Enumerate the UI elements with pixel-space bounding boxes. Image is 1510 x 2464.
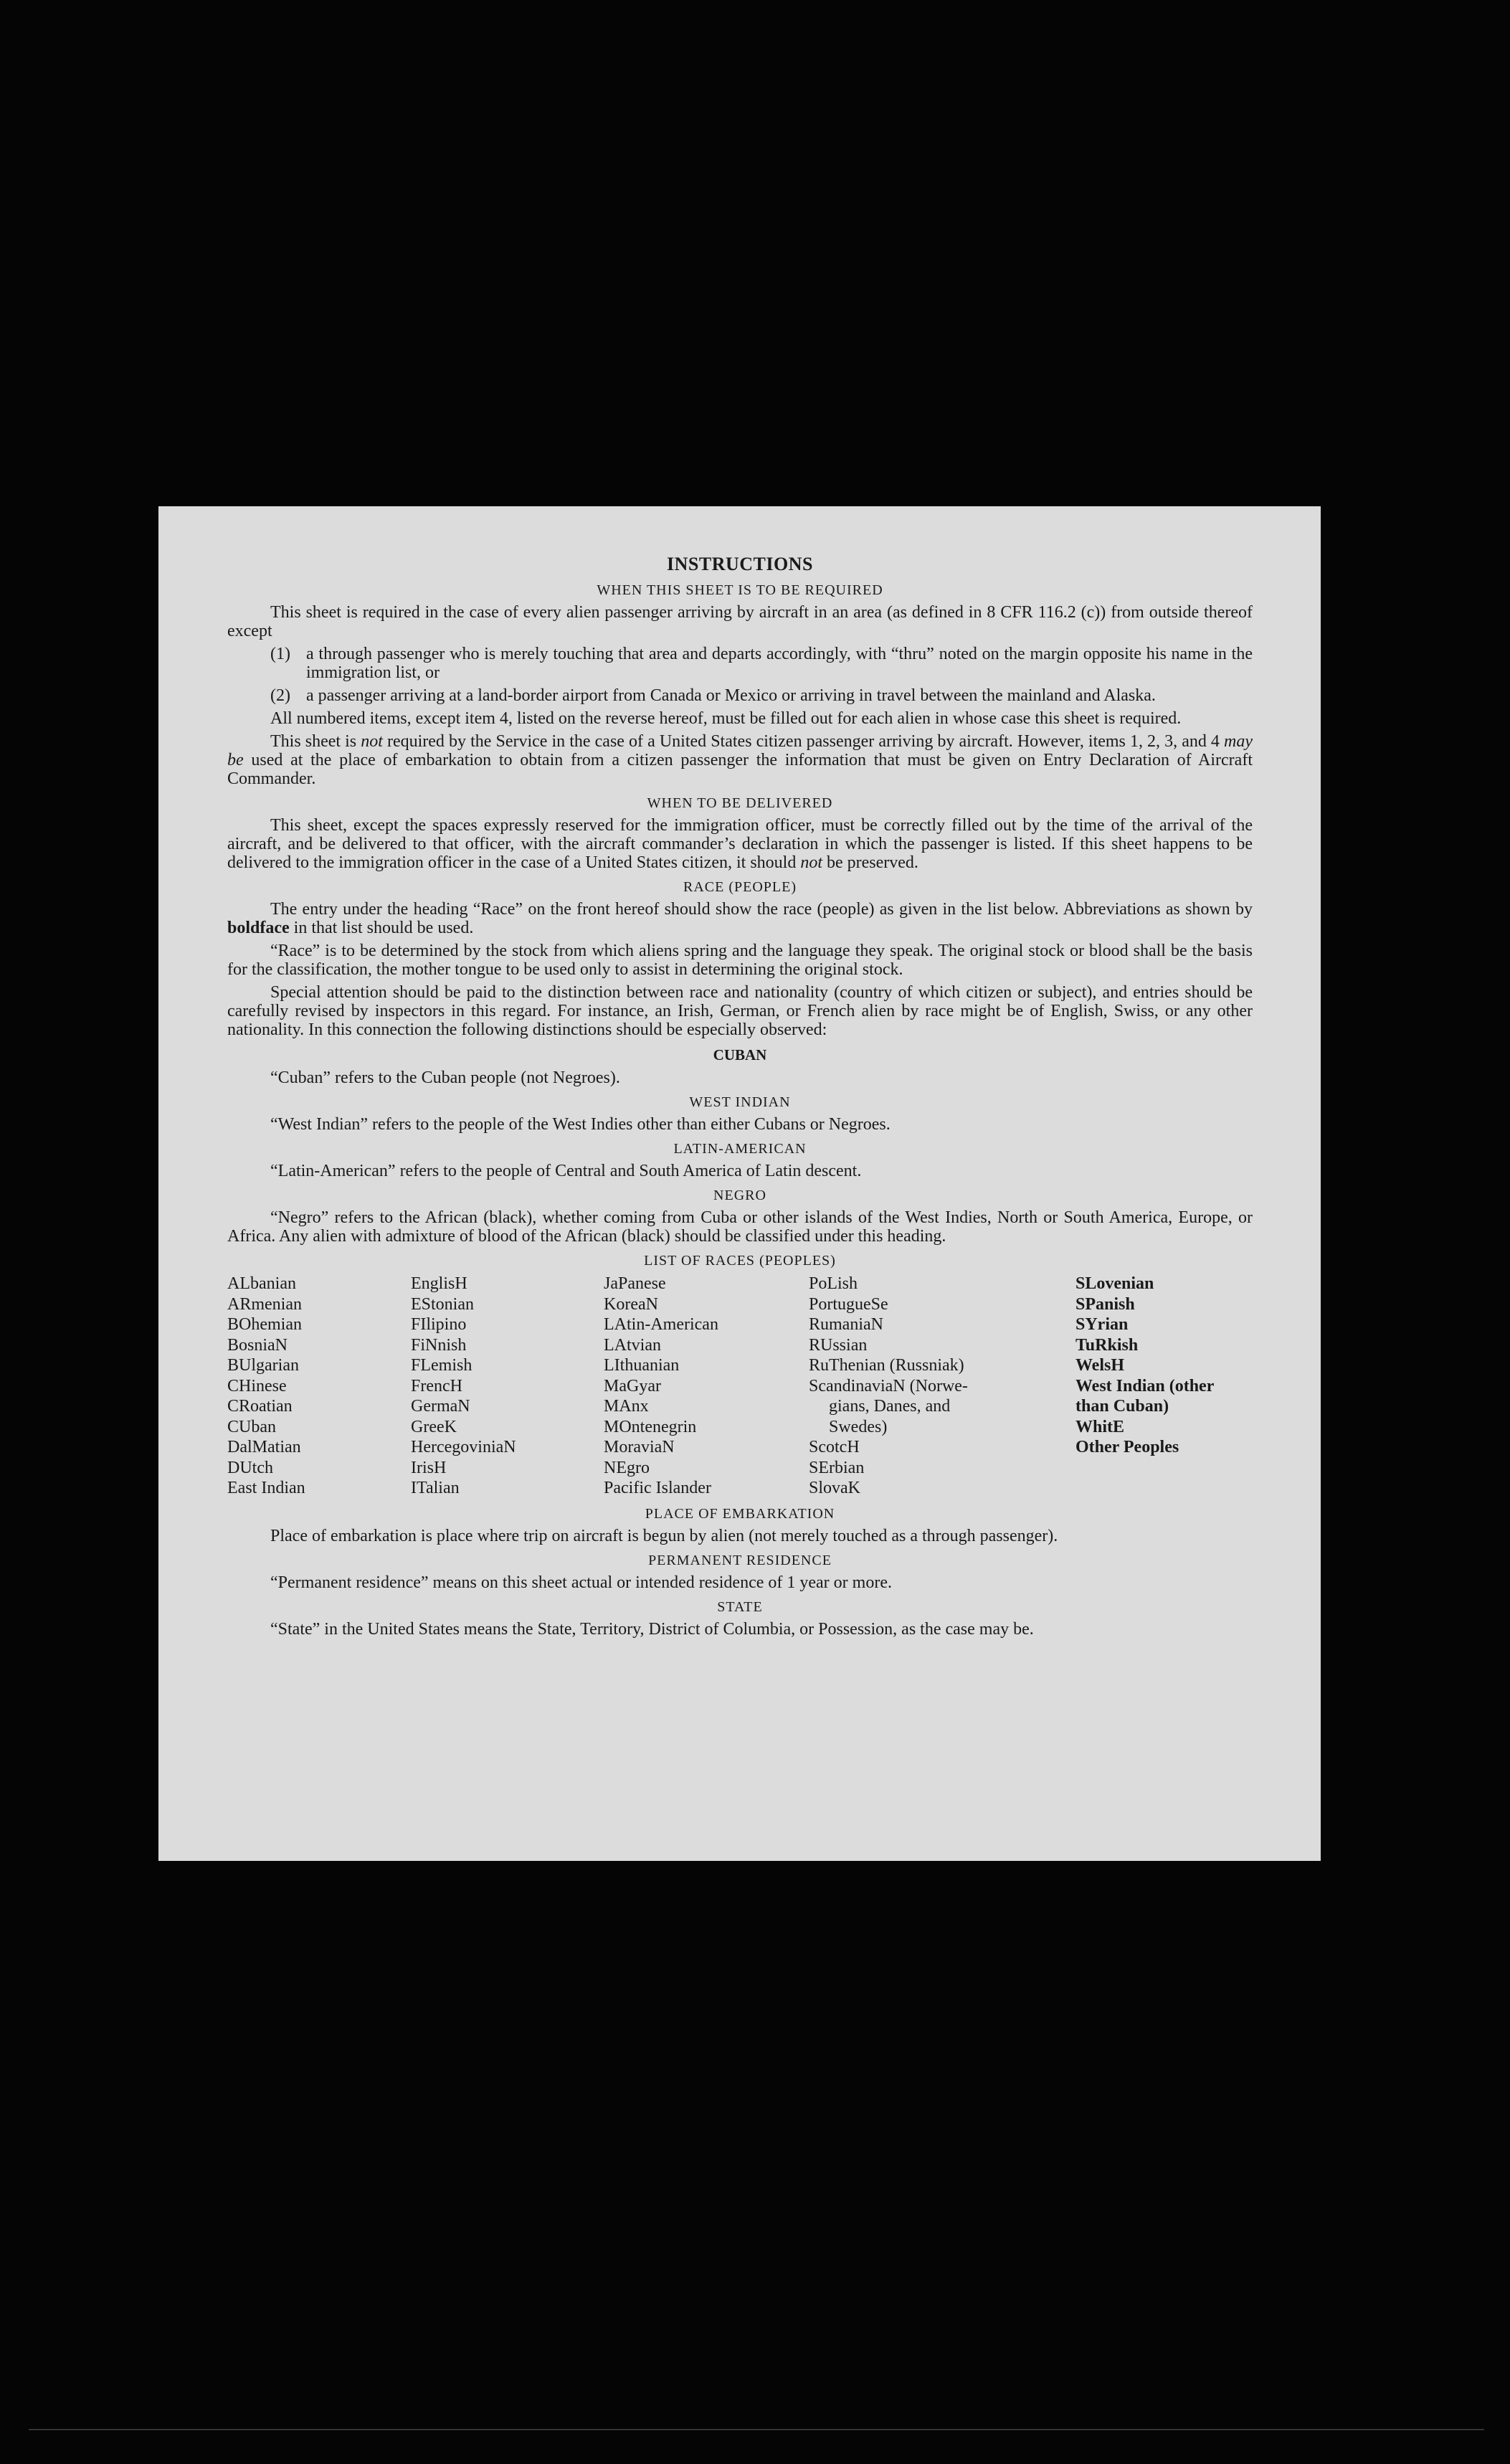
race-entry: BosniaN — [227, 1335, 288, 1355]
race-entry: IrisH — [411, 1458, 447, 1477]
race-entry: KoreaN — [604, 1294, 658, 1314]
race-entry: ALbanian — [227, 1274, 296, 1293]
races-column-4 — [809, 1274, 1075, 1499]
race-para1-boldface: boldface — [227, 919, 290, 937]
race-para2: “Race” is to be determined by the stock from which aliens spring and the language they speak. The original stock or blood shall be the basis for the classification, the mother tongue to be used only to assist in determining the original stock. — [227, 942, 1253, 979]
when-required-para2: All numbered items, except item 4, listed on the reverse hereof, must be filled out for each alien in whose case this sheet is required. — [270, 709, 1182, 728]
race-entry: FrencH — [411, 1376, 462, 1396]
race-entry: GermaN — [411, 1397, 470, 1416]
section-heading-list-of-races: LIST OF RACES (PEOPLES) — [644, 1253, 836, 1269]
race-entry: SLovenian — [1075, 1274, 1154, 1293]
permanent-residence-text: “Permanent residence” means on this sheet actual or intended residence of 1 year or more. — [270, 1573, 892, 1592]
races-table — [227, 1274, 1253, 1499]
para3-not: not — [361, 732, 383, 751]
section-heading-latin-american: LATIN-AMERICAN — [673, 1141, 807, 1157]
race-entry: SYrian — [1075, 1315, 1129, 1334]
races-column-5 — [1075, 1274, 1253, 1499]
race-para1-b: in that list should be used. — [289, 919, 474, 937]
race-entry: ScotcH — [809, 1438, 860, 1456]
race-entry: MAnx — [604, 1397, 649, 1416]
race-entry: EStonian — [411, 1294, 474, 1314]
film-edge-line — [29, 2429, 1484, 2430]
race-para1 — [227, 900, 1253, 937]
race-para3: Special attention should be paid to the distinction between race and nationality (country of which citizen or subject), and entries should be carefully revised by inspectors in this regard. For instance, an Irish, German, or French alien by race might be of English, Swiss, or any other nationality. In this connection the following distinctions should be especially observed: — [227, 983, 1253, 1039]
race-entry: DalMatian — [227, 1438, 301, 1456]
races-column-2 — [411, 1274, 604, 1499]
para3-part-a: This sheet is — [270, 732, 361, 751]
race-entry: Swedes) — [829, 1417, 888, 1436]
race-entry: FiNnish — [411, 1335, 467, 1355]
race-entry: CHinese — [227, 1376, 287, 1396]
race-entry: West Indian (other — [1075, 1376, 1215, 1396]
section-heading-negro: NEGRO — [713, 1188, 766, 1203]
race-entry: East Indian — [227, 1479, 305, 1497]
race-entry: RuThenian (Russniak) — [809, 1356, 964, 1375]
race-entry: PortugueSe — [809, 1294, 888, 1314]
race-entry: SErbian — [809, 1458, 865, 1477]
race-entry: FLemish — [411, 1356, 473, 1375]
races-column-1 — [227, 1274, 411, 1499]
race-entry: LAtvian — [604, 1335, 661, 1355]
race-entry: LIthuanian — [604, 1356, 680, 1375]
race-entry: NEgro — [604, 1458, 650, 1477]
race-entry: gians, Danes, and — [829, 1397, 951, 1416]
race-entry: CUban — [227, 1417, 276, 1436]
exception-item-2-number: (2) — [270, 686, 290, 705]
race-entry: ITalian — [411, 1479, 460, 1497]
section-heading-embarkation: PLACE OF EMBARKATION — [645, 1505, 835, 1522]
para3-part-c: used at the place of embarkation to obtain from a citizen passenger the information that must be given on Entry Declaration of Aircraft Commander. — [227, 751, 1253, 788]
race-entry: than Cuban) — [1075, 1397, 1169, 1416]
race-entry: Other Peoples — [1075, 1438, 1179, 1456]
race-entry: EnglisH — [411, 1274, 467, 1293]
race-entry: PoLish — [809, 1274, 858, 1293]
exception-item-2-text: a passenger arriving at a land-border airport from Canada or Mexico or arriving in travel between the mainland and Alaska. — [306, 686, 1156, 705]
race-entry: ScandinaviaN (Norwe- — [809, 1376, 968, 1396]
exception-item-2 — [270, 686, 1253, 705]
race-entry: JaPanese — [604, 1274, 666, 1293]
section-heading-when-required: WHEN THIS SHEET IS TO BE REQUIRED — [597, 582, 883, 598]
state-text: “State” in the United States means the State, Territory, District of Columbia, or Possession, as the case may be. — [270, 1619, 1034, 1639]
race-entry: WhitE — [1075, 1417, 1125, 1436]
race-entry: SPanish — [1075, 1294, 1135, 1314]
race-entry: LAtin-American — [604, 1315, 718, 1334]
section-heading-cuban: CUBAN — [713, 1046, 767, 1063]
race-entry: DUtch — [227, 1458, 273, 1477]
race-entry: MOntenegrin — [604, 1417, 697, 1436]
race-entry: WelsH — [1075, 1356, 1125, 1375]
race-para1-a: The entry under the heading “Race” on the front hereof should show the race (people) as given in the list below. Abbreviations as shown by — [270, 900, 1253, 919]
cuban-text: “Cuban” refers to the Cuban people (not Negroes). — [270, 1068, 620, 1087]
race-entry: ARmenian — [227, 1294, 302, 1314]
page-title: INSTRUCTIONS — [667, 554, 813, 574]
section-heading-race: RACE (PEOPLE) — [683, 879, 797, 895]
when-required-para3 — [227, 732, 1253, 788]
race-entry: TuRkish — [1075, 1335, 1139, 1355]
race-entry: HercegoviniaN — [411, 1438, 516, 1456]
race-entry: MaGyar — [604, 1376, 661, 1396]
delivered-not: not — [800, 853, 822, 872]
embarkation-text: Place of embarkation is place where trip on aircraft is begun by alien (not merely touched as a through passenger). — [270, 1526, 1058, 1545]
when-required-intro: This sheet is required in the case of every alien passenger arriving by aircraft in an area (as defined in 8 CFR 116.2 (c)) from outside thereof except — [227, 603, 1253, 640]
exception-item-1 — [270, 645, 1253, 682]
negro-text: “Negro” refers to the African (black), whether coming from Cuba or other islands of the West Indies, North or South America, Europe, or Africa. Any alien with admixture of blood of the African (black) should be classified under this heading. — [227, 1208, 1253, 1246]
para3-part-b: required by the Service in the case of a United States citizen passenger arriving by aircraft. However, items 1, 2, 3, and 4 — [382, 732, 1224, 751]
race-entry: CRoatian — [227, 1397, 293, 1416]
section-heading-west-indian: WEST INDIAN — [689, 1094, 791, 1110]
west-indian-text: “West Indian” refers to the people of the West Indies other than either Cubans or Negroes. — [270, 1115, 891, 1134]
delivered-part-b: be preserved. — [822, 853, 918, 872]
race-entry: MoraviaN — [604, 1438, 675, 1456]
exception-item-1-text: a through passenger who is merely touching that area and departs accordingly, with “thru” noted on the margin opposite his name in the immigration list, or — [306, 645, 1253, 682]
when-delivered-para — [227, 816, 1253, 872]
race-entry: BUlgarian — [227, 1356, 299, 1375]
section-heading-when-delivered: WHEN TO BE DELIVERED — [647, 795, 833, 811]
race-entry: FIlipino — [411, 1315, 467, 1334]
para3-may-be: may be — [227, 732, 1253, 769]
delivered-part-a: This sheet, except the spaces expressly reserved for the immigration officer, must be correctly filled out by the time of the arrival of the aircraft, and be delivered to that officer, with the aircraft commander’s declaration in which the passenger is listed. If this sheet happens to be delivered to the immigration officer in the case of a United States citizen, it should — [227, 816, 1253, 872]
latin-american-text: “Latin-American” refers to the people of Central and South America of Latin descent. — [270, 1162, 862, 1180]
races-column-3 — [604, 1274, 809, 1499]
exception-item-1-number: (1) — [270, 645, 290, 663]
race-entry: RumaniaN — [809, 1315, 883, 1334]
document-page — [158, 506, 1321, 1861]
race-entry: Pacific Islander — [604, 1479, 711, 1497]
race-entry: GreeK — [411, 1417, 457, 1436]
section-heading-permanent-residence: PERMANENT RESIDENCE — [648, 1552, 832, 1568]
section-heading-state: STATE — [717, 1598, 763, 1615]
race-entry: BOhemian — [227, 1315, 302, 1334]
race-entry: SlovaK — [809, 1479, 860, 1497]
race-entry: RUssian — [809, 1335, 868, 1355]
